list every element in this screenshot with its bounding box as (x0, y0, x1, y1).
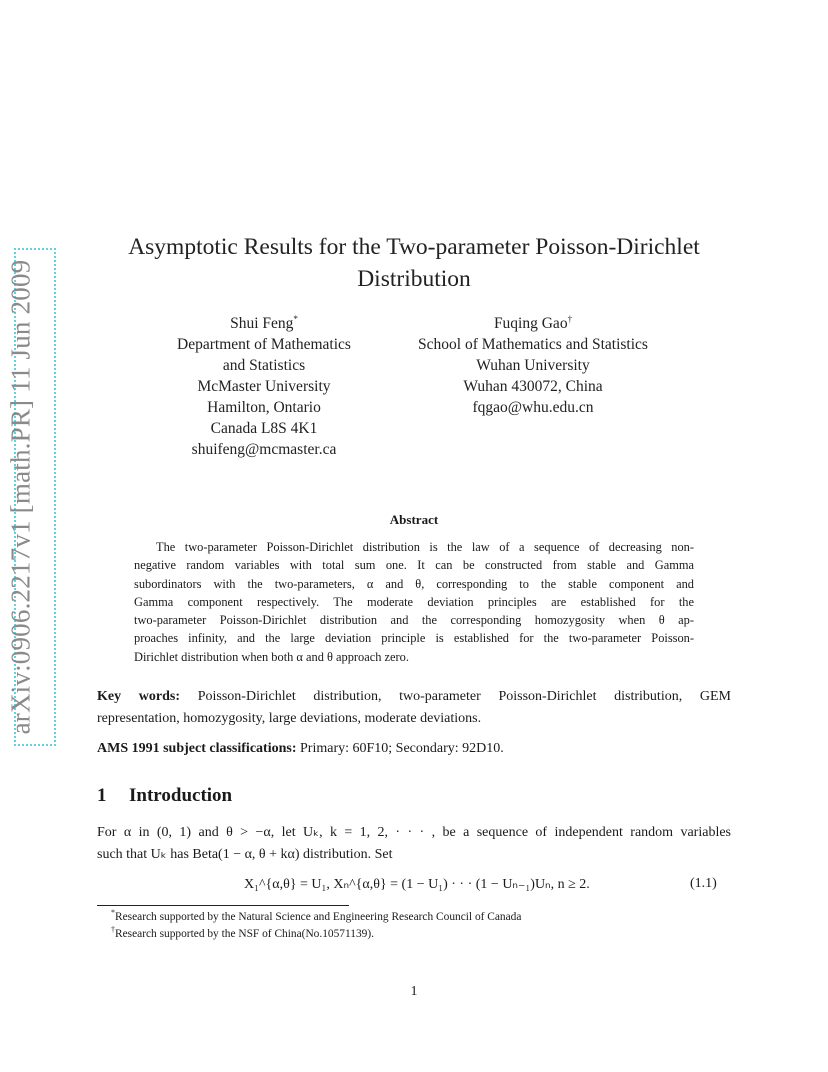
author-affiliation-line: Department of Mathematics (177, 336, 351, 353)
ams-text: Primary: 60F10; Secondary: 92D10. (300, 741, 504, 756)
section-number: 1 (97, 785, 107, 806)
abstract-line: negative random variables with total sum one. It can be constructed from stable and Gamma (134, 558, 694, 573)
author-affiliation-line: Canada L8S 4K1 (210, 420, 318, 437)
author-affiliation-line: School of Mathematics and Statistics (418, 336, 648, 353)
footnote-text: Research supported by the Natural Science and Engineering Research Council of Canada (115, 911, 522, 923)
paper-title-line-2: Distribution (357, 266, 471, 292)
equation-number: (1.1) (690, 876, 717, 891)
keywords-text: Poisson-Dirichlet distribution, two-parameter Poisson-Dirichlet distribution, GEM (197, 689, 732, 704)
keywords (97, 686, 731, 729)
ams-line (97, 738, 731, 760)
author-name (392, 313, 674, 334)
intro-line-1: For α in (0, 1) and θ > −α, let Uₖ, k = 1, 2, · · · , be a sequence of independent random variables (97, 825, 731, 840)
intro-paragraph (97, 822, 731, 865)
section-title: Introduction (129, 785, 233, 806)
author-email: shuifeng@mcmaster.ca (191, 441, 337, 458)
author-block-2 (392, 313, 674, 418)
ams-label: AMS 1991 subject classifications: (97, 741, 297, 756)
footnote-rule (97, 905, 349, 906)
author-email: fqgao@whu.edu.cn (472, 399, 594, 416)
arxiv-identifier-text: arXiv:0906.2217v1 [math.PR] 11 Jun 2009 (5, 259, 36, 735)
footnotes (111, 909, 521, 942)
footnote-mark: † (111, 924, 115, 934)
footnote-mark: † (567, 313, 573, 324)
author-affiliation-line: Wuhan 430072, China (463, 378, 603, 395)
abstract-line: proaches infinity, and the large deviation principle is established for the two-parameter Poisson- (134, 631, 694, 646)
footnote-2 (111, 926, 521, 943)
footnote-text: Research supported by the NSF of China(No.10571139). (115, 927, 374, 940)
abstract-line: subordinators with the two-parameters, α and θ, corresponding to the stable component and (134, 576, 694, 591)
ams-classification (97, 738, 731, 760)
paper-title (100, 231, 728, 295)
author-affiliation-line: Wuhan University (476, 357, 590, 374)
abstract-body (134, 538, 694, 666)
equation-1-1: X₁^{α,θ} = U₁, Xₙ^{α,θ} = (1 − U₁) · · · (1 − Uₙ₋₁)Uₙ, n ≥ 2. (244, 877, 590, 892)
keywords-line-1 (97, 686, 731, 708)
author-affiliation-line: McMaster University (197, 378, 331, 395)
author-name-text: Shui Feng (230, 315, 294, 332)
author-affiliation-line: Hamilton, Ontario (207, 399, 321, 416)
abstract-line: Dirichlet distribution when both α and θ approach zero. (134, 649, 409, 664)
footnote-mark: * (111, 908, 115, 918)
author-name (148, 313, 380, 334)
intro-line-2: such that Uₖ has Beta(1 − α, θ + kα) distribution. Set (97, 846, 393, 862)
abstract-heading: Abstract (389, 512, 439, 527)
footnote-1 (111, 909, 521, 926)
footnote-mark: * (293, 313, 298, 324)
author-affiliation-line: and Statistics (222, 357, 306, 374)
paper-title-line-1: Asymptotic Results for the Two-parameter Poisson-Dirichlet (128, 234, 700, 260)
author-name-text: Fuqing Gao (493, 315, 568, 332)
abstract-line: The two-parameter Poisson-Dirichlet distribution is the law of a sequence of decreasing non- (156, 540, 694, 554)
section-heading (97, 785, 232, 807)
page-number: 1 (410, 984, 418, 999)
author-block-1 (148, 313, 380, 460)
abstract-line: Gamma component respectively. The moderate deviation principles are established for the (134, 594, 694, 609)
abstract-line: two-parameter Poisson-Dirichlet distribution and the corresponding homozygosity when θ ap- (134, 613, 694, 628)
keywords-line-2: representation, homozygosity, large deviations, moderate deviations. (97, 710, 482, 726)
keywords-label: Key words: (97, 689, 181, 704)
